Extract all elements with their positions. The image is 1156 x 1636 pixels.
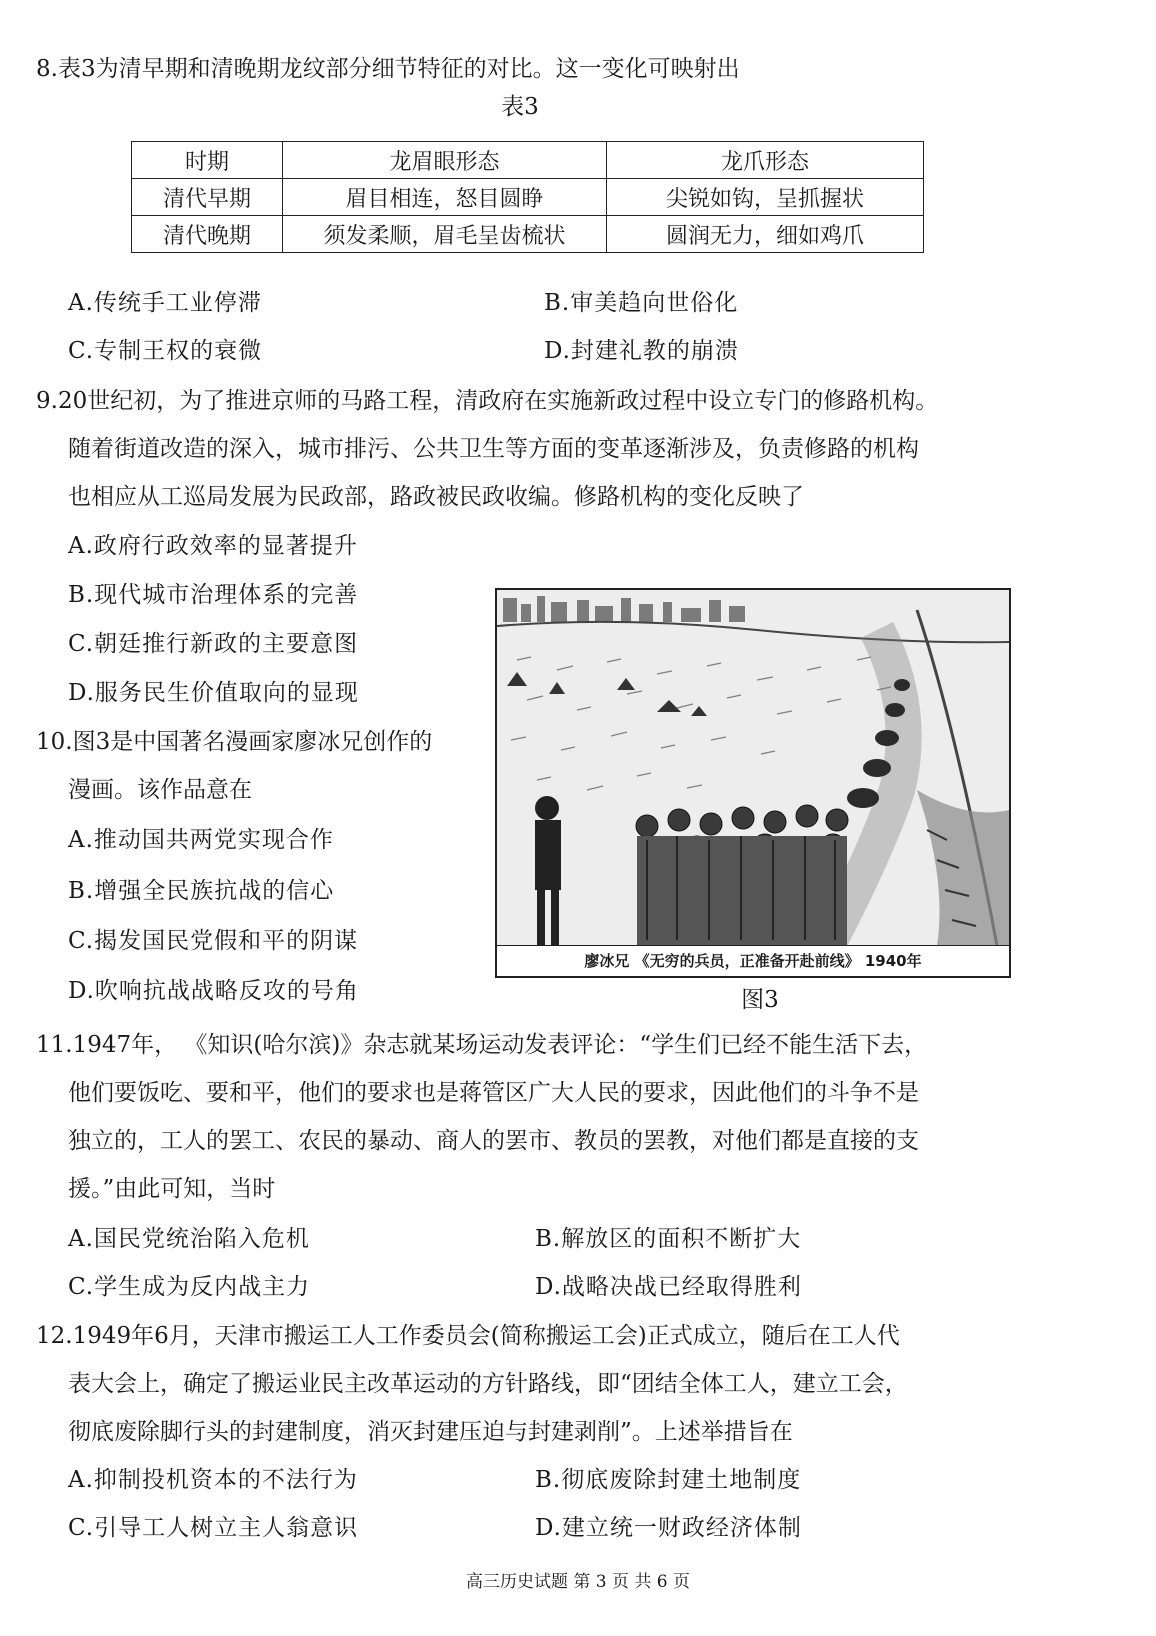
comparison-table: [131, 141, 924, 253]
page-footer: 高三历史试题 第 3 页 共 6 页: [465, 1572, 691, 1592]
question-8-stem: 8.表3为清早期和清晚期龙纹部分细节特征的对比。这一变化可映射出: [36, 56, 740, 82]
q8-option-c[interactable]: C.专制王权的衰微: [68, 338, 263, 364]
question-10-stem-line: 漫画。该作品意在: [68, 777, 252, 803]
question-10-stem-line: 10.图3是中国著名漫画家廖冰兄创作的: [36, 729, 433, 755]
q12-option-a[interactable]: A.抑制投机资本的不法行为: [68, 1467, 358, 1493]
q12-option-b[interactable]: B.彻底废除封建土地制度: [535, 1467, 802, 1493]
table-header-row: [132, 142, 924, 179]
cartoon-illustration: [497, 590, 1009, 946]
q10-option-d[interactable]: D.吹响抗战战略反攻的号角: [68, 978, 359, 1004]
table-cell: 清代晚期: [132, 216, 283, 253]
q8-option-a[interactable]: A.传统手工业停滞: [68, 290, 262, 316]
q9-option-d[interactable]: D.服务民生价值取向的显现: [68, 680, 359, 706]
q10-option-c[interactable]: C.揭发国民党假和平的阴谋: [68, 928, 359, 954]
q11-option-b[interactable]: B.解放区的面积不断扩大: [535, 1226, 802, 1252]
q12-option-d[interactable]: D.建立统一财政经济体制: [535, 1515, 802, 1541]
q11-option-c[interactable]: C.学生成为反内战主力: [68, 1274, 311, 1300]
q9-option-c[interactable]: C.朝廷推行新政的主要意图: [68, 631, 359, 657]
q8-option-b[interactable]: B.审美趋向世俗化: [544, 290, 739, 316]
question-9-stem-line: 随着街道改造的深入，城市排污、公共卫生等方面的变革逐渐涉及，负责修路的机构: [68, 436, 919, 462]
table-row: [132, 179, 924, 216]
question-11-stem-line: 援。”由此可知，当时: [68, 1176, 276, 1202]
q9-option-a[interactable]: A.政府行政效率的显著提升: [68, 533, 358, 559]
question-9-stem-line: 9.20世纪初，为了推进京师的马路工程，清政府在实施新政过程中设立专门的修路机构。: [36, 388, 939, 414]
table-cell: 圆润无力，细如鸡爪: [607, 216, 924, 253]
question-11-stem-line: 他们要饭吃、要和平，他们的要求也是蒋管区广大人民的要求，因此他们的斗争不是: [68, 1080, 919, 1106]
table-cell: 眉目相连，怒目圆睁: [283, 179, 607, 216]
question-11-stem-line: 11.1947年， 《知识(哈尔滨)》杂志就某场运动发表评论：“学生们已经不能生活下去，: [36, 1032, 928, 1058]
question-12-stem-line: 表大会上，确定了搬运业民主改革运动的方针路线，即“团结全体工人，建立工会，: [68, 1371, 908, 1397]
question-11-stem-line: 独立的，工人的罢工、农民的暴动、商人的罢市、教员的罢教，对他们都是直接的支: [68, 1128, 919, 1154]
figure-label: 图3: [741, 987, 779, 1013]
question-12-stem-line: 12.1949年6月，天津市搬运工人工作委员会(简称搬运工会)正式成立，随后在工人代: [36, 1323, 900, 1349]
table-cell: 清代早期: [132, 179, 283, 216]
table-header-cell: 龙眉眼形态: [283, 142, 607, 179]
table-header-cell: 龙爪形态: [607, 142, 924, 179]
table-cell: 须发柔顺，眉毛呈齿梳状: [283, 216, 607, 253]
table-cell: 尖锐如钩，呈抓握状: [607, 179, 924, 216]
q11-option-a[interactable]: A.国民党统治陷入危机: [68, 1226, 310, 1252]
table-header-cell: 时期: [132, 142, 283, 179]
q12-option-c[interactable]: C.引导工人树立主人翁意识: [68, 1515, 359, 1541]
question-9-stem-line: 也相应从工巡局发展为民政部，路政被民政收编。修路机构的变化反映了: [68, 484, 804, 510]
figure-inner-caption: 廖冰兄 《无穷的兵员，正准备开赴前线》 1940年: [497, 945, 1009, 976]
table-row: [132, 216, 924, 253]
q9-option-b[interactable]: B.现代城市治理体系的完善: [68, 582, 359, 608]
q10-option-b[interactable]: B.增强全民族抗战的信心: [68, 878, 335, 904]
table-caption: 表3: [501, 94, 539, 120]
question-12-stem-line: 彻底废除脚行头的封建制度，消灭封建压迫与封建剥削”。上述举措旨在: [68, 1419, 793, 1445]
q8-option-d[interactable]: D.封建礼教的崩溃: [544, 338, 739, 364]
q10-option-a[interactable]: A.推动国共两党实现合作: [68, 827, 334, 853]
q11-option-d[interactable]: D.战略决战已经取得胜利: [535, 1274, 802, 1300]
cartoon-figure: [495, 588, 1011, 978]
